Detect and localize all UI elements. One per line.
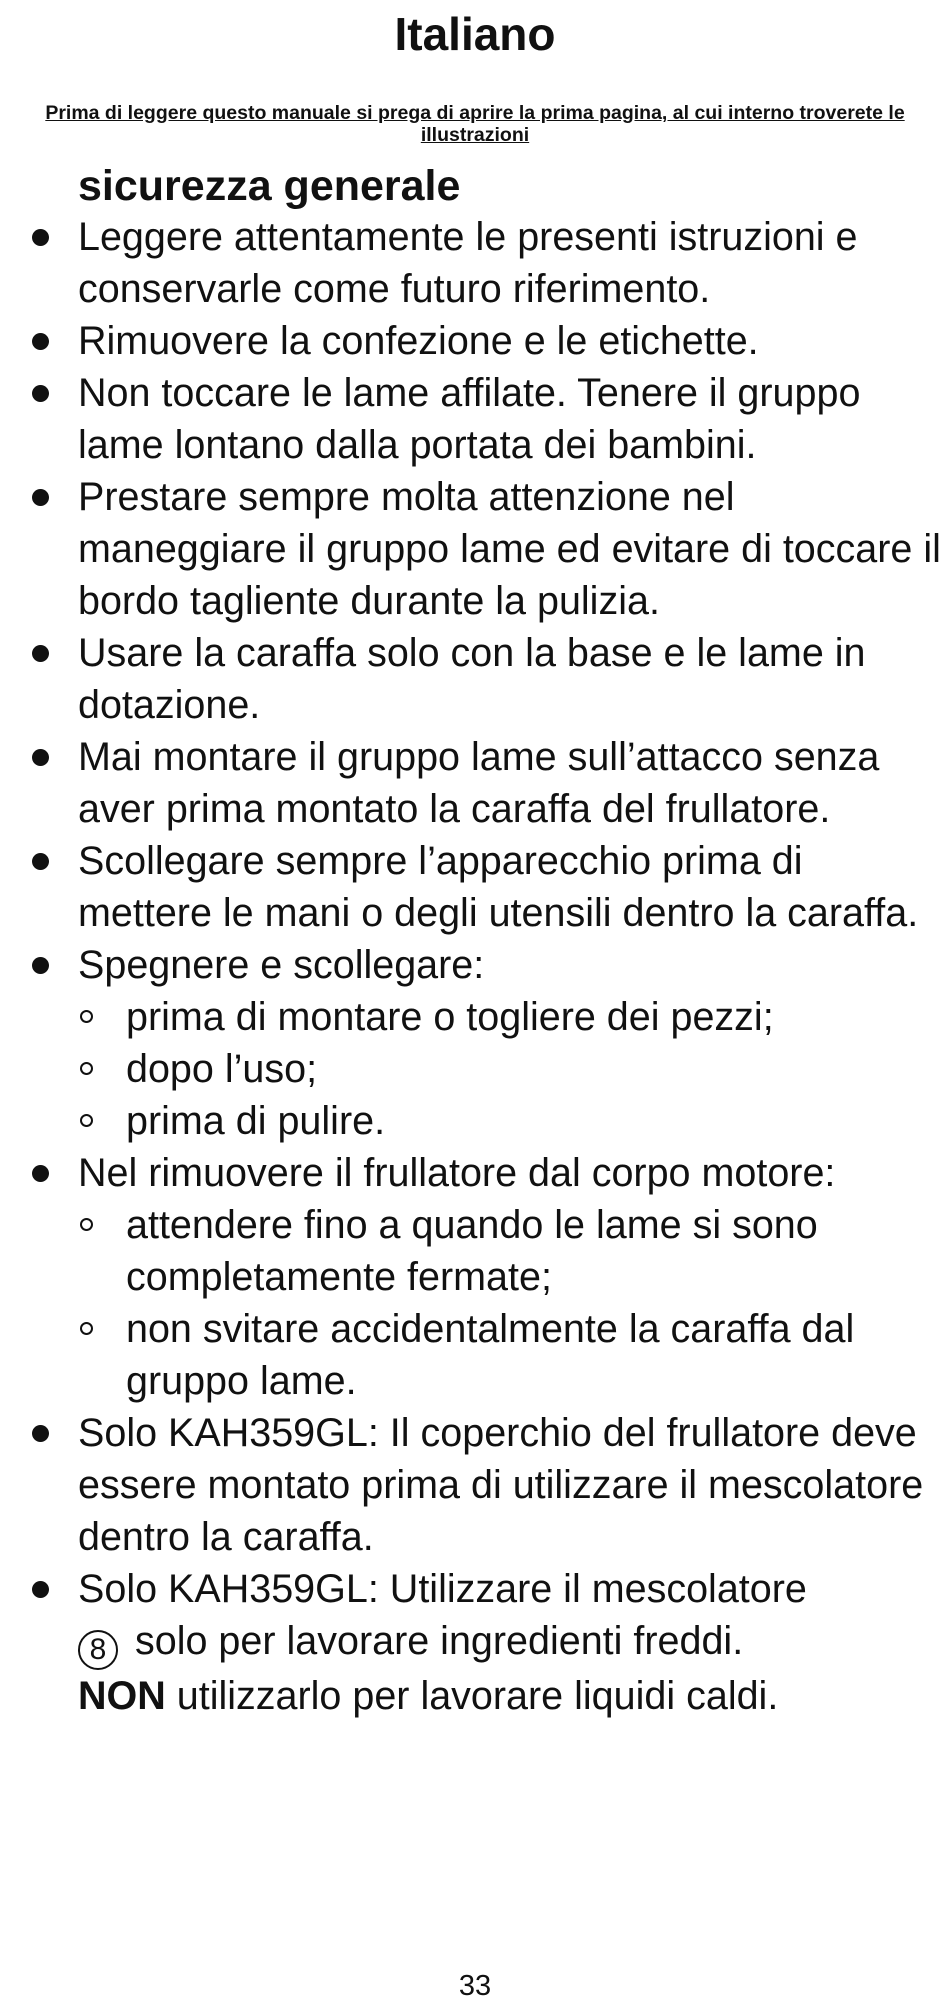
emphasis-text: NON (78, 1674, 166, 1718)
safety-list (0, 211, 950, 1722)
illustrations-notice: Prima di leggere questo manuale si prega di aprire la prima pagina, al cui interno troverete le illustrazioni (45, 102, 905, 146)
page-title: Italiano (394, 8, 556, 60)
circled-number-icon: 8 (78, 1630, 118, 1670)
item-text: solo per lavorare ingredienti freddi. (134, 1619, 744, 1663)
list-item: Solo KAH359GL: Il coperchio del frullatore deve essere montato prima di utilizzare il mescolatore dentro la caraffa. (0, 1407, 950, 1563)
list-item: Usare la caraffa solo con la base e le lame in dotazione. (0, 627, 950, 731)
sub-list-item: dopo l’uso; (0, 1043, 950, 1095)
item-text: utilizzarlo per lavorare liquidi caldi. (176, 1674, 779, 1718)
list-item: Scollegare sempre l’apparecchio prima di mettere le mani o degli utensili dentro la caraffa. (0, 835, 950, 939)
list-item: Spegnere e scollegare: (0, 939, 950, 991)
list-item: Prestare sempre molta attenzione nel maneggiare il gruppo lame ed evitare di toccare il bordo tagliente durante la pulizia. (0, 471, 950, 627)
list-item: Nel rimuovere il frullatore dal corpo motore: (0, 1147, 950, 1199)
list-item: Rimuovere la confezione e le etichette. (0, 315, 950, 367)
sub-list-item: attendere fino a quando le lame si sono completamente fermate; (0, 1199, 950, 1303)
sub-list-item: prima di montare o togliere dei pezzi; (0, 991, 950, 1043)
list-item (0, 1563, 950, 1722)
sub-list-item: prima di pulire. (0, 1095, 950, 1147)
sub-list-item: non svitare accidentalmente la caraffa dal gruppo lame. (0, 1303, 950, 1407)
list-item: Non toccare le lame affilate. Tenere il gruppo lame lontano dalla portata dei bambini. (0, 367, 950, 471)
list-item: Leggere attentamente le presenti istruzioni e conservarle come futuro riferimento. (0, 211, 950, 315)
section-heading: sicurezza generale (78, 162, 461, 210)
list-item: Mai montare il gruppo lame sull’attacco senza aver prima montato la caraffa del frullatore. (0, 731, 950, 835)
item-text: Solo KAH359GL: Utilizzare il mescolatore (78, 1567, 807, 1611)
page-number: 33 (458, 1970, 492, 2002)
